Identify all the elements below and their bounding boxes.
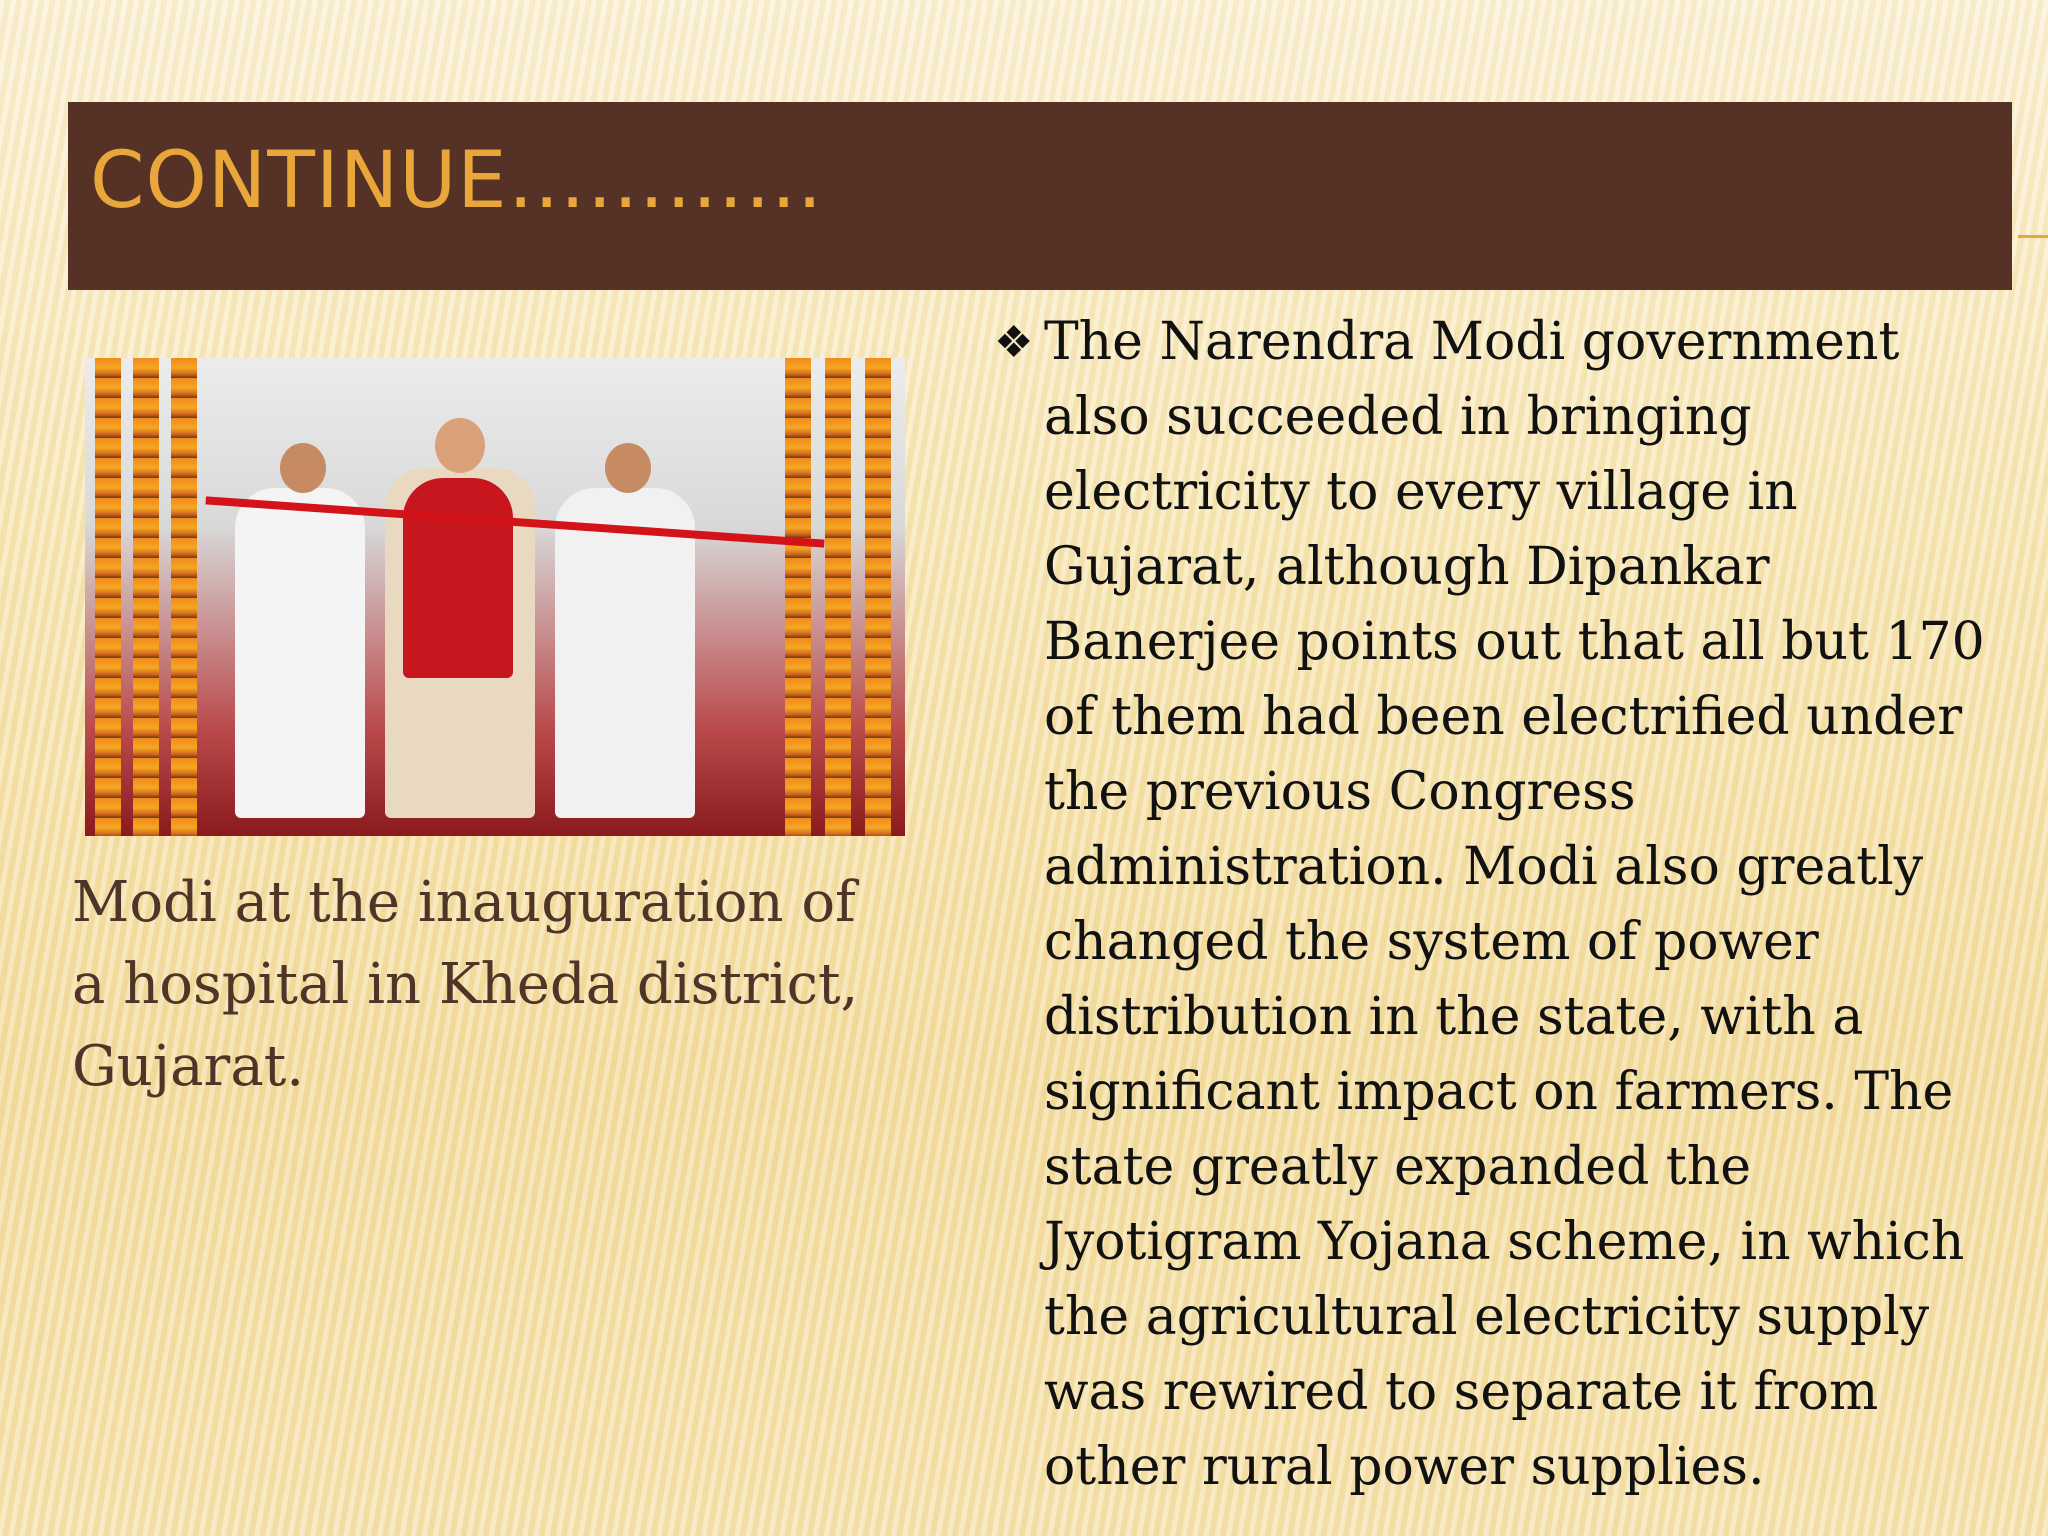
photo-caption: Modi at the inauguration of a hospital in Kheda district, Gujarat.	[72, 870, 859, 1099]
garland-left-1	[95, 358, 121, 836]
garland-right-3	[865, 358, 891, 836]
garland-left-3	[171, 358, 197, 836]
bullet-item	[994, 305, 1994, 1505]
slide-title: CONTINUE…………	[90, 136, 824, 226]
person-white-right	[555, 488, 695, 818]
accent-line	[2018, 235, 2048, 238]
diamond-bullet-icon: ❖	[994, 317, 1034, 368]
head-2	[435, 418, 485, 473]
head-1	[280, 443, 326, 493]
title-bar	[68, 102, 2012, 290]
garland-right-1	[785, 358, 811, 836]
bullet-block	[994, 305, 1994, 1505]
garland-left-2	[133, 358, 159, 836]
bullet-text: The Narendra Modi government also succeeded in bringing electricity to every village in Gujarat, although Dipankar Banerjee points out that all but 170 of them had been electrified under the previous Congress administration. Modi also greatly changed the system of power distribution in the state, with a significant impact on farmers. The state greatly expanded the Jyotigram Yojana scheme, in which the agricultural electricity supply was rewired to separate it from other rural power supplies.	[1044, 312, 1985, 1497]
garland-right-2	[825, 358, 851, 836]
person-red-vest	[403, 478, 513, 678]
person-white-left	[235, 488, 365, 818]
inauguration-photo	[85, 358, 905, 836]
head-3	[605, 443, 651, 493]
